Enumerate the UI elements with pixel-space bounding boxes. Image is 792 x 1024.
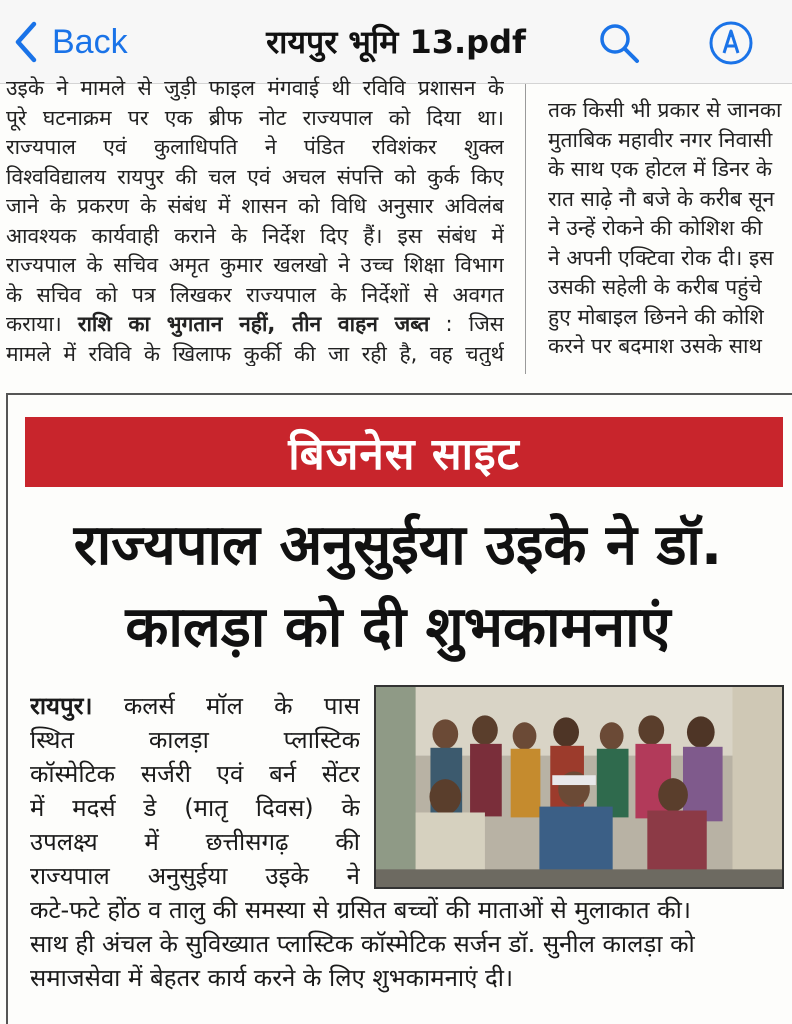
text-line (30, 689, 360, 723)
dateline: रायपुर। (30, 692, 93, 720)
text-line: उइके ने मामले से जुड़ी फाइल मंगवाई थी रविवि प्रशासन के (6, 76, 504, 100)
back-label: Back (52, 22, 128, 61)
text-line: पूरे घटनाक्रम पर एक ब्रीफ नोट राज्यपाल को दिया था। (6, 105, 504, 130)
text-line: मामले में रविवि के खिलाफ कुर्की की जा रही है, वह चतुर्थ (6, 341, 504, 366)
text-line: रात साढ़े नौ बजे के करीब सून (548, 186, 775, 211)
markup-button[interactable] (708, 20, 754, 66)
text-fragment: कलर्स मॉल के पास (123, 692, 360, 720)
text-line: में मदर्स डे (मातृ दिवस) के (30, 794, 360, 822)
left-column-text (6, 74, 504, 366)
text-line: समाजसेवा में बेहतर कार्य करने के लिए शुभकामनाएं दी। (30, 964, 514, 992)
text-fragment: : जिस (445, 312, 504, 336)
headline-line: कालड़ा को दी शुभकामनाएं (125, 595, 671, 660)
text-line: आवश्यक कार्यवाही कराने के निर्देश दिए हैं। इस संबंध में (6, 223, 504, 248)
group-photo-image (376, 687, 782, 887)
text-line: तक किसी भी प्रकार से जानका (548, 98, 782, 122)
article-photo (374, 685, 784, 889)
section-banner (25, 417, 783, 487)
back-button[interactable] (12, 18, 128, 66)
text-fragment: कराया। (6, 312, 62, 336)
subheading: राशि का भुगतान नहीं, तीन वाहन जब्त (77, 312, 430, 336)
article-body-wrap (30, 689, 360, 893)
article-box (6, 393, 792, 1024)
text-line: राज्यपाल एवं कुलाधिपति ने पंडित रविशंकर शुक्ल (6, 135, 504, 159)
text-line: के सचिव को पत्र लिखकर राज्यपाल के निर्देशों से अवगत (6, 282, 504, 307)
text-line: उसकी सहेली के करीब पहुंचे (548, 275, 762, 299)
text-line: स्थित कालड़ा प्लास्टिक (30, 726, 360, 754)
headline-line: राज्यपाल अनुसुईया उइके ने डॉ. (73, 513, 723, 578)
text-line: राज्यपाल अनुसुईया उइके ने (30, 862, 360, 890)
pdf-page[interactable] (0, 76, 792, 1024)
search-icon (596, 20, 642, 66)
search-button[interactable] (596, 20, 642, 66)
text-line: राज्यपाल के सचिव अमृत कुमार खलखो ने उच्च शिक्षा विभाग (6, 253, 504, 277)
text-line: ने उन्हें रोकने की कोशिश की (548, 216, 763, 240)
column-divider (525, 84, 526, 374)
text-line: हुए मोबाइल छिनने की कोशि (548, 304, 764, 329)
text-line: के साथ एक होटल में डिनर के (548, 157, 772, 181)
section-banner-label: बिजनेस साइट (288, 429, 520, 480)
text-line: साथ ही अंचल के सुविख्यात प्लास्टिक कॉस्मेटिक सर्जन डॉ. सुनील कालड़ा को (30, 930, 695, 958)
text-line: उपलक्ष्य में छत्तीसगढ़ की (30, 828, 360, 856)
text-line: मुताबिक महावीर नगर निवासी (548, 127, 773, 152)
chevron-left-icon (12, 20, 40, 64)
text-line: करने पर बदमाश उसके साथ (548, 334, 762, 358)
article-headline (18, 505, 778, 669)
text-line: ने अपनी एक्टिवा रोक दी। इस (548, 245, 774, 270)
text-line: जाने के प्रकरण के संबंध में शासन को विधि अनुसार अविलंब (6, 194, 504, 218)
nav-bar (0, 0, 792, 84)
markup-pen-icon (708, 20, 754, 66)
text-line (6, 310, 504, 340)
document-title: रायपुर भूमि 13.pdf (266, 23, 526, 61)
article-body (30, 893, 790, 995)
text-line: विश्वविद्यालय रायपुर की चल एवं अचल संपत्ति को कुर्क किए (6, 164, 504, 189)
right-column-text (548, 96, 792, 366)
text-line: कटे-फटे होंठ व तालु की समस्या से ग्रसित बच्चों की माताओं से मुलाकात की। (30, 896, 691, 924)
text-line: कॉस्मेटिक सर्जरी एवं बर्न सेंटर (30, 760, 360, 788)
